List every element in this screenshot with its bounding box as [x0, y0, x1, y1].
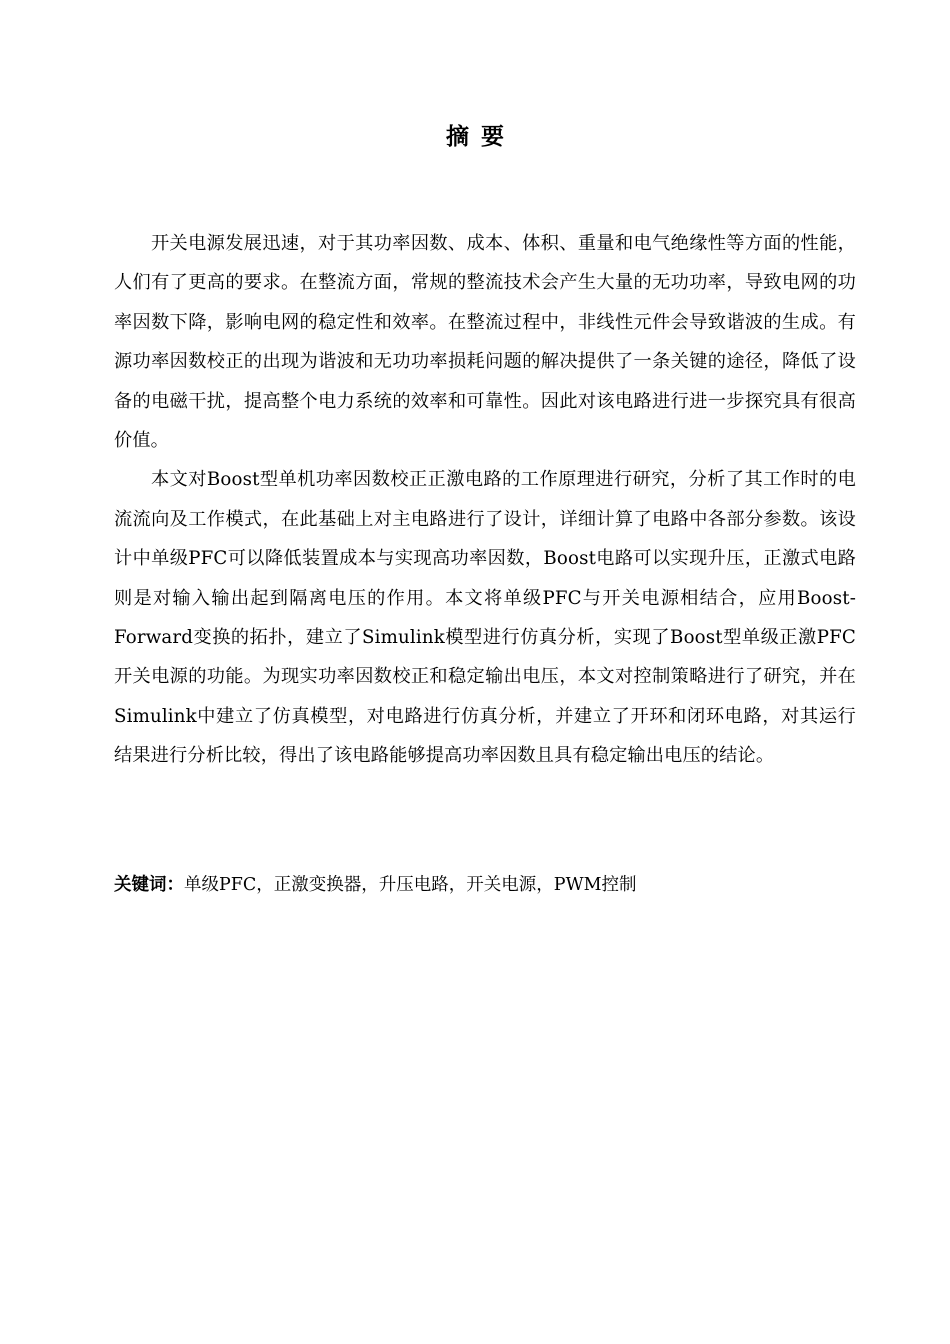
page-title: 摘要	[446, 124, 516, 150]
keywords-label: 关键词：	[114, 875, 184, 895]
abstract-paragraph-1: 开关电源发展迅速，对于其功率因数、成本、体积、重量和电气绝缘性等方面的性能，人们有了更高的要求。在整流方面，常规的整流技术会产生大量的无功功率，导致电网的功率因数下降，影响电网的稳定性和效率。在整流过程中，非线性元件会导致谐波的生成。有源功率因数校正的出现为谐波和无功功率损耗问题的解决提供了一条关键的途径，降低了设备的电磁干扰，提高整个电力系统的效率和可靠性。因此对该电路进行进一步探究具有很高价值。	[114, 233, 856, 452]
abstract-body	[114, 224, 856, 776]
abstract-paragraph-2: 本文对Boost型单机功率因数校正正激电路的工作原理进行研究，分析了其工作时的电流流向及工作模式，在此基础上对主电路进行了设计，详细计算了电路中各部分参数。该设计中单级PFC可以降低装置成本与实现高功率因数，Boost电路可以实现升压，正激式电路则是对输入输出起到隔离电压的作用。本文将单级PFC与开关电源相结合，应用Boost-Forward变换的拓扑，建立了Simulink模型进行仿真分析，实现了Boost型单级正激PFC开关电源的功能。为现实功率因数校正和稳定输出电压，本文对控制策略进行了研究，并在Simulink中建立了仿真模型，对电路进行仿真分析，并建立了开环和闭环电路，对其运行结果进行分析比较，得出了该电路能够提高功率因数且具有稳定输出电压的结论。	[114, 469, 856, 767]
keywords-line	[114, 869, 856, 901]
keywords-text: 单级PFC，正激变换器，升压电路，开关电源，PWM控制	[184, 875, 637, 895]
